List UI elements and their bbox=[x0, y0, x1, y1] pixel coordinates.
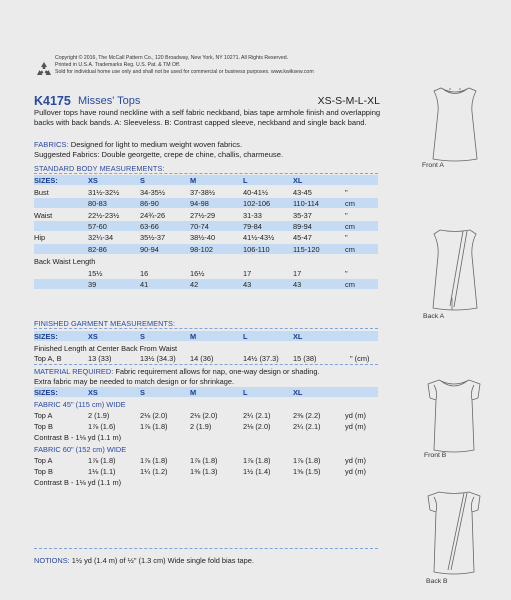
material-60-cell: 1⅜ (1.3) bbox=[190, 467, 218, 476]
pattern-number: K4175 bbox=[34, 94, 71, 108]
material-line-2: Extra fabric may be needed to match design or for shrinkage. bbox=[34, 377, 235, 386]
back-waist-cell: 17 bbox=[243, 269, 252, 278]
body-measurement-cell: 27½-29 bbox=[190, 210, 216, 220]
body-measurement-cell: 94-98 bbox=[190, 199, 209, 209]
material-45-cell: 1⅞ (1.8) bbox=[140, 422, 168, 431]
size-header-cell: L bbox=[243, 176, 248, 185]
back-waist-cell: 41 bbox=[140, 280, 149, 289]
pattern-sizes: XS-S-M-L-XL bbox=[317, 95, 380, 107]
back-waist-cell: 42 bbox=[190, 280, 199, 289]
material-45-cell: yd (m) bbox=[345, 411, 366, 420]
body-measurement-cell: 106-110 bbox=[243, 244, 270, 254]
body-measurement-cell: 63-66 bbox=[140, 221, 159, 231]
body-measurement-cell: 24¾-26 bbox=[140, 210, 166, 220]
body-measurement-cell: 86-90 bbox=[140, 199, 159, 209]
body-measurements-title: STANDARD BODY MEASUREMENTS: bbox=[34, 164, 165, 173]
material-45-cell: 2⅛ (2.0) bbox=[140, 411, 168, 420]
material-60-cell: 1⅛ (1.1) bbox=[88, 467, 116, 476]
body-measurement-cell: 57-60 bbox=[88, 221, 107, 231]
size-header-cell: XL bbox=[293, 176, 303, 185]
material-60-cell: Top B bbox=[34, 467, 53, 476]
fabrics-text: Designed for light to medium weight woven fabrics. bbox=[68, 140, 243, 149]
back-waist-cell: 16½ bbox=[190, 269, 205, 278]
material-text: Fabric requirement allows for nap, one-way design or shading. bbox=[113, 367, 320, 376]
size-header-cell: XS bbox=[88, 176, 98, 185]
row-band bbox=[34, 279, 378, 289]
body-measurement-cell: cm bbox=[345, 244, 355, 254]
material-60-cell: 1½ (1.4) bbox=[243, 467, 271, 476]
finished-sizes-band bbox=[34, 331, 378, 341]
material-60-cell: 1⅝ (1.5) bbox=[293, 467, 321, 476]
back-waist-cell: 17 bbox=[293, 269, 302, 278]
body-measurement-cell: 79-84 bbox=[243, 221, 262, 231]
material-45-cell: 2¼ (2.1) bbox=[293, 422, 321, 431]
divider bbox=[34, 364, 378, 365]
back-waist-cell: 15½ bbox=[88, 269, 103, 278]
material-60-cell: 1⅞ (1.8) bbox=[88, 456, 116, 465]
fabric-width-heading: FABRIC 60" (152 cm) WIDE bbox=[34, 445, 127, 454]
material-45-cell: 2 (1.9) bbox=[88, 411, 110, 420]
finished-cell: 14½ (37.3) bbox=[243, 354, 279, 363]
sizes-header-band bbox=[34, 175, 378, 185]
finished-subtitle: Finished Length at Center Back From Waist bbox=[34, 344, 178, 353]
front-a-illustration bbox=[410, 84, 500, 164]
pattern-title-bar bbox=[34, 94, 380, 108]
body-measurement-cell: Bust bbox=[34, 188, 49, 197]
size-header-cell: M bbox=[190, 388, 197, 397]
body-measurement-cell: 35½-37 bbox=[140, 233, 166, 243]
body-measurement-cell: 98-102 bbox=[190, 244, 214, 254]
material-line-1 bbox=[34, 367, 320, 376]
body-measurement-cell: 90-94 bbox=[140, 244, 159, 254]
size-header-cell: M bbox=[190, 176, 197, 185]
size-header-cell: XL bbox=[293, 332, 303, 341]
finished-cell: Top A, B bbox=[34, 354, 62, 363]
body-measurement-cell: 45-47 bbox=[293, 233, 312, 243]
fabrics-section bbox=[34, 140, 384, 159]
figure-label: Front A bbox=[422, 162, 444, 169]
size-header-cell: M bbox=[190, 332, 197, 341]
back-waist-cell: cm bbox=[345, 280, 355, 289]
size-header-cell: SIZES: bbox=[34, 332, 58, 341]
body-measurement-cell: 31½-32½ bbox=[88, 188, 120, 197]
copyright-line: Printed in U.S.A. Trademarks Reg. U.S. Pat. & TM Off. bbox=[55, 62, 181, 69]
body-measurement-cell: cm bbox=[345, 199, 355, 209]
material-60-cell: Top A bbox=[34, 456, 53, 465]
body-measurement-cell: Waist bbox=[34, 210, 53, 220]
divider bbox=[34, 548, 378, 549]
size-header-cell: XS bbox=[88, 332, 98, 341]
copyright-notice bbox=[55, 55, 375, 77]
notions-text: 1½ yd (1.4 m) of ½" (1.3 cm) Wide single fold bias tape. bbox=[69, 556, 254, 565]
back-waist-cell: 16 bbox=[140, 269, 149, 278]
material-45-cell: 1⅞ (1.6) bbox=[88, 422, 116, 431]
size-header-cell: L bbox=[243, 332, 248, 341]
back-waist-cell: 39 bbox=[88, 280, 97, 289]
divider bbox=[34, 173, 378, 174]
finished-cell: " (cm) bbox=[350, 354, 370, 363]
back-waist-cell: 43 bbox=[293, 280, 302, 289]
back-a-illustration bbox=[410, 226, 500, 314]
figure-label: Front B bbox=[424, 452, 447, 459]
material-45-cell: 2⅛ (2.0) bbox=[190, 411, 218, 420]
garment-illustrations bbox=[392, 0, 511, 600]
copyright-line: Copyright © 2016, The McCall Pattern Co., 120 Broadway, New York, NY 10271. All Rights Reserved. bbox=[55, 55, 289, 61]
notions-label: NOTIONS: bbox=[34, 556, 70, 565]
finished-title: FINISHED GARMENT MEASUREMENTS: bbox=[34, 319, 176, 328]
size-header-cell: SIZES: bbox=[34, 388, 58, 397]
material-45-cell: Top B bbox=[34, 422, 53, 431]
recycle-icon bbox=[34, 60, 54, 80]
material-45-cell: 2¼ (2.1) bbox=[243, 411, 271, 420]
front-b-illustration bbox=[406, 376, 502, 456]
material-45-cell: 2⅜ (2.2) bbox=[293, 411, 321, 420]
body-measurement-cell: 41½-43½ bbox=[243, 233, 275, 243]
size-header-cell: SIZES: bbox=[34, 176, 58, 185]
body-measurement-cell: 80-83 bbox=[88, 199, 107, 209]
body-measurement-cell: 82-86 bbox=[88, 244, 107, 254]
fabrics-label: FABRICS: bbox=[34, 140, 69, 149]
body-measurement-cell: 70-74 bbox=[190, 221, 209, 231]
body-measurement-cell: 32¼-34 bbox=[88, 233, 114, 243]
figure-label: Back A bbox=[423, 313, 445, 320]
body-measurement-cell: 115-120 bbox=[293, 244, 320, 254]
body-measurement-cell: 102-106 bbox=[243, 199, 271, 209]
material-60-cell: yd (m) bbox=[345, 456, 366, 465]
body-measurement-cell: 35-37 bbox=[293, 210, 312, 220]
size-header-cell: XS bbox=[88, 388, 98, 397]
material-45-cell: Contrast B - 1⅛ yd (1.1 m) bbox=[34, 433, 122, 442]
size-header-cell: S bbox=[140, 332, 145, 341]
pattern-description: Pullover tops have round neckline with a self fabric neckband, bias tape armhole finish and overlapping backs with back bands. A: Sleeveless. B: Contrast capped sleeve, neckband and single back band. bbox=[34, 108, 381, 127]
body-measurement-cell: 38½-40 bbox=[190, 233, 216, 243]
finished-cell: 15 (38) bbox=[293, 354, 317, 363]
finished-cell: 13½ (34.3) bbox=[140, 354, 176, 363]
material-sizes-band bbox=[34, 387, 378, 397]
body-measurement-cell: " bbox=[345, 233, 348, 243]
size-header-cell: L bbox=[243, 388, 248, 397]
back-waist-cell: 43 bbox=[243, 280, 252, 289]
body-measurement-cell: " bbox=[345, 210, 348, 220]
fabric-width-heading: FABRIC 45" (115 cm) WIDE bbox=[34, 400, 126, 409]
material-45-cell: 2⅛ (2.0) bbox=[243, 422, 271, 431]
size-header-cell: XL bbox=[293, 388, 303, 397]
suggested-fabrics: Suggested Fabrics: Double georgette, crepe de chine, challis, charmeuse. bbox=[34, 149, 284, 159]
body-measurement-cell: cm bbox=[345, 221, 355, 231]
material-60-cell: 1⅞ (1.8) bbox=[293, 456, 321, 465]
material-45-cell: 2 (1.9) bbox=[190, 422, 212, 431]
size-header-cell: S bbox=[140, 176, 145, 185]
material-label: MATERIAL REQUIRED: bbox=[34, 367, 114, 376]
body-measurement-cell: 34-35½ bbox=[140, 188, 166, 197]
copyright-line: Sold for individual home use only and shall not be used for commercial or business purposes. www.kwiksew.com bbox=[55, 69, 314, 76]
finished-cell: 13 (33) bbox=[88, 354, 112, 363]
material-60-cell: Contrast B - 1⅛ yd (1.1 m) bbox=[34, 478, 122, 487]
pattern-name: Misses' Tops bbox=[78, 95, 141, 107]
body-measurement-cell: 22½-23½ bbox=[88, 210, 120, 220]
body-measurement-cell: " bbox=[345, 188, 348, 197]
notions-section bbox=[34, 556, 254, 565]
size-header-cell: S bbox=[140, 388, 145, 397]
body-measurement-cell: 37-38½ bbox=[190, 188, 216, 197]
body-measurement-cell: 89-94 bbox=[293, 221, 312, 231]
material-45-cell: yd (m) bbox=[345, 422, 366, 431]
back-waist-cell: " bbox=[345, 269, 348, 278]
body-measurement-cell: 31-33 bbox=[243, 210, 262, 220]
material-60-cell: 1⅞ (1.8) bbox=[243, 456, 271, 465]
material-60-cell: 1⅞ (1.8) bbox=[140, 456, 168, 465]
material-60-cell: yd (m) bbox=[345, 467, 366, 476]
divider bbox=[34, 328, 378, 329]
figure-label: Back B bbox=[426, 578, 448, 585]
back-b-illustration bbox=[406, 488, 502, 578]
body-measurement-cell: Hip bbox=[34, 233, 46, 243]
material-45-cell: Top A bbox=[34, 411, 53, 420]
body-measurement-cell: 110-114 bbox=[293, 199, 320, 209]
body-measurement-cell: 40-41½ bbox=[243, 188, 269, 197]
body-measurement-cell: 43-45 bbox=[293, 188, 312, 197]
material-60-cell: 1⅞ (1.8) bbox=[190, 456, 218, 465]
material-60-cell: 1¼ (1.2) bbox=[140, 467, 168, 476]
finished-cell: 14 (36) bbox=[190, 354, 214, 363]
back-waist-label: Back Waist Length bbox=[34, 257, 96, 266]
